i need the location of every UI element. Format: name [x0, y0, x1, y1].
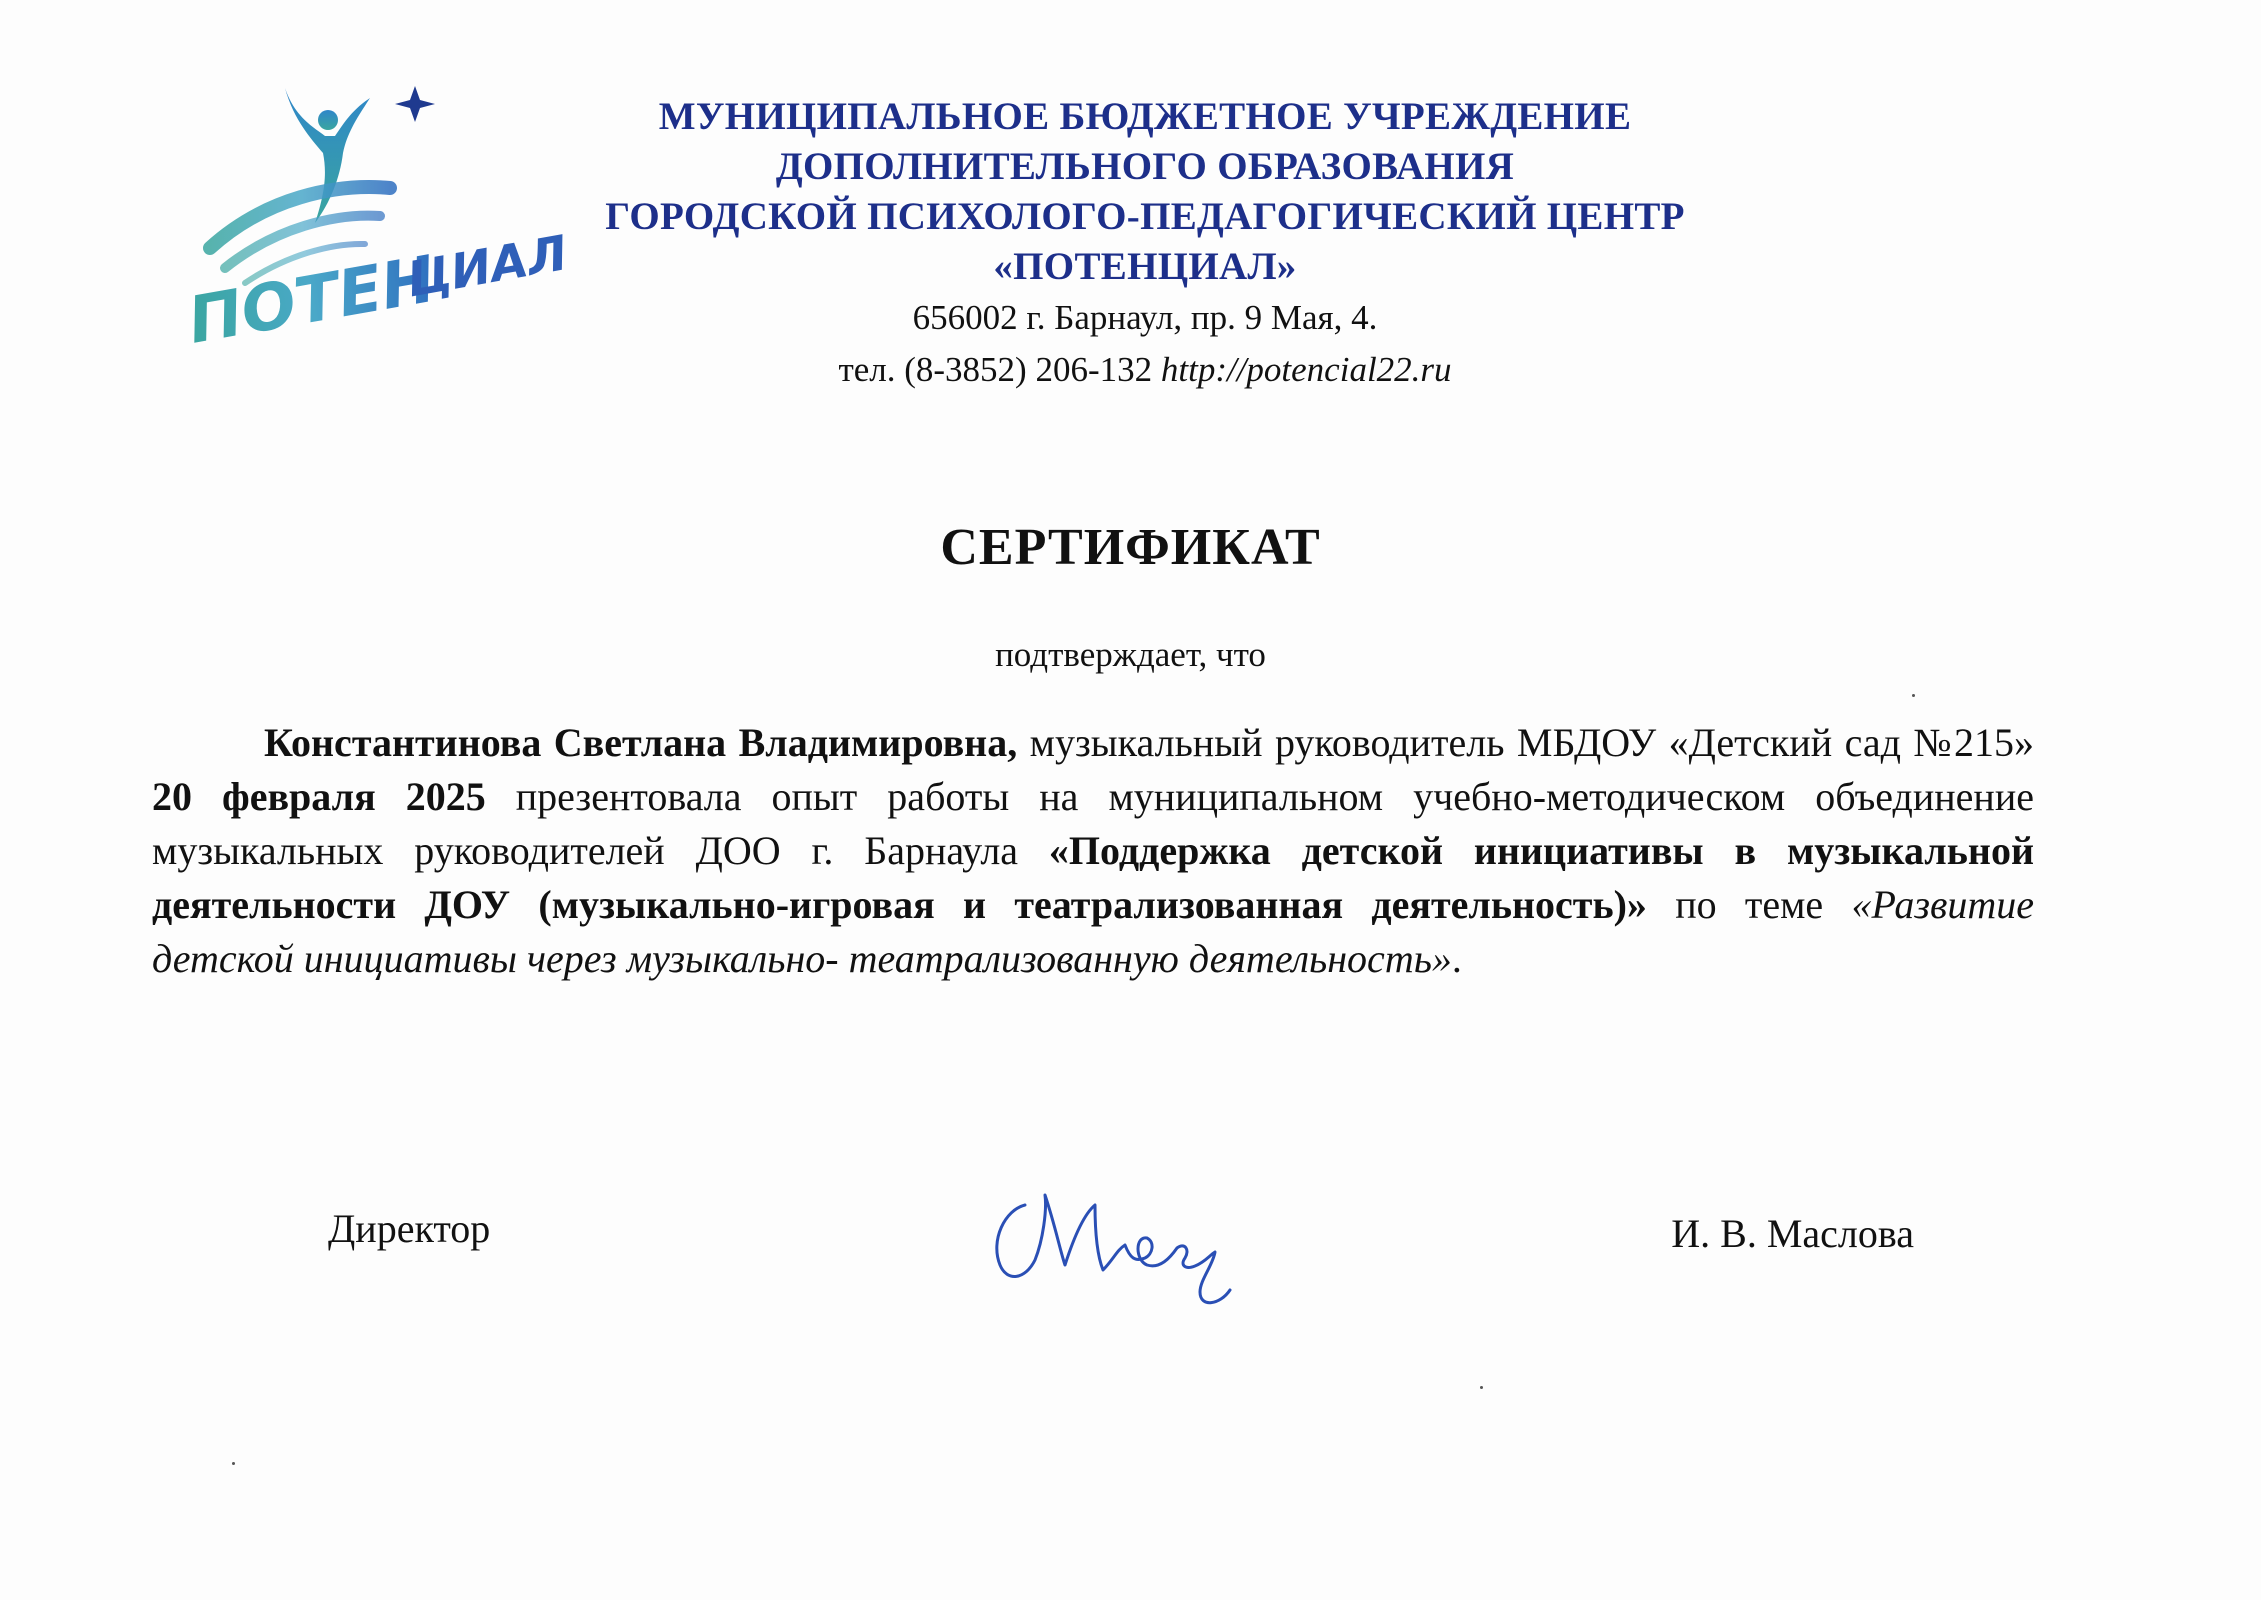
- org-line-2: ДОПОЛНИТЕЛЬНОГО ОБРАЗОВАНИЯ: [775, 145, 1515, 188]
- postal-address: 656002 г. Барнаул, пр. 9 Мая, 4.: [912, 298, 1378, 337]
- scan-speck: [1480, 1386, 1483, 1389]
- body-text-2: по теме: [1646, 882, 1852, 927]
- recipient-name: Константинова Светлана Владимировна,: [264, 720, 1018, 765]
- scan-speck: [1912, 694, 1915, 697]
- event-date: 20 февраля 2025: [152, 774, 486, 819]
- handwritten-signature: [985, 1170, 1245, 1320]
- svg-text:ЦИАЛ: ЦИАЛ: [402, 225, 572, 309]
- potencial-logo: [165, 78, 572, 378]
- certificate-title: СЕРТИФИКАТ: [940, 519, 1321, 576]
- confirms-text: подтверждает, что: [995, 635, 1266, 674]
- certificate-body: [152, 716, 2034, 986]
- presentation-topic: «Развитие детской инициативы через музыкально- театрализованную деятельность»: [152, 882, 2034, 981]
- star-icon: [395, 86, 435, 122]
- body-text-1: презентовала опыт работы на муниципальном учебно-методическом объединение музыкальных руководителей ДОО г. Барнаула: [152, 774, 2034, 873]
- svg-text:ПОТЕН: ПОТЕН: [182, 242, 441, 359]
- signatory-name: И. В. Маслова: [1671, 1211, 1914, 1256]
- phone-number: тел. (8-3852) 206-132: [838, 350, 1153, 389]
- event-name: «Поддержка детской инициативы в музыкальной деятельности ДОУ (музыкально-игровая и театрализованная деятельность)»: [152, 828, 2034, 927]
- body-end: .: [1451, 936, 1462, 981]
- scan-speck: [232, 1462, 235, 1465]
- letterhead: [500, 92, 1790, 396]
- org-line-4: «ПОТЕНЦИАЛ»: [993, 245, 1297, 288]
- contacts-line: [500, 344, 1790, 396]
- org-line-3: ГОРОДСКОЙ ПСИХОЛОГО-ПЕДАГОГИЧЕСКИЙ ЦЕНТР: [605, 195, 1685, 238]
- org-line-1: МУНИЦИПАЛЬНОЕ БЮДЖЕТНОЕ УЧРЕЖДЕНИЕ: [658, 95, 1632, 138]
- signatory-position: Директор: [328, 1206, 491, 1251]
- recipient-role: музыкальный руководитель МБДОУ «Детский сад №215»: [1017, 720, 2035, 765]
- website-link[interactable]: http://potencial22.ru: [1160, 350, 1452, 389]
